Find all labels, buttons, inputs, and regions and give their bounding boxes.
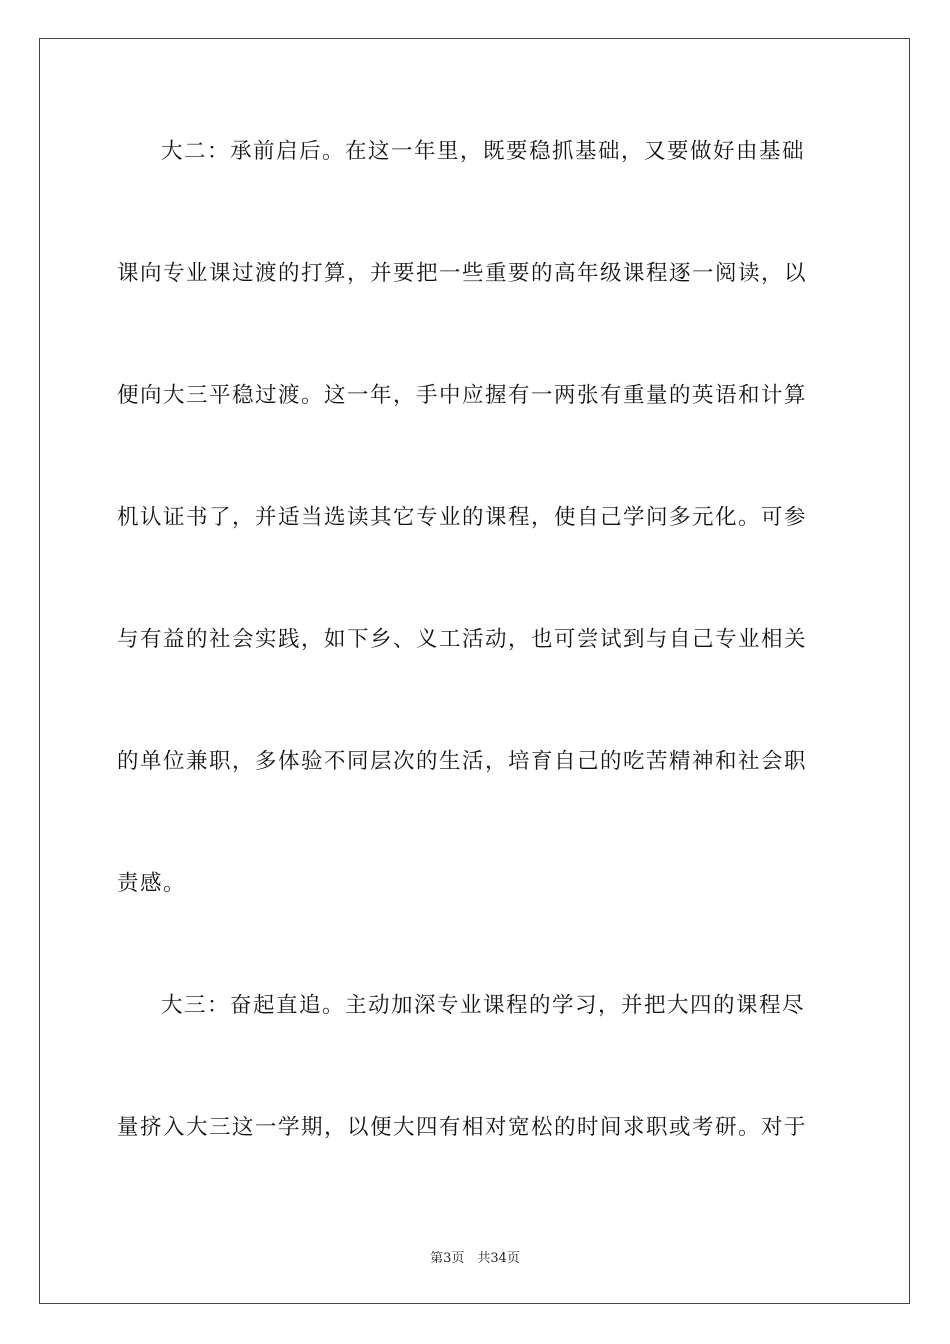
paragraph-2-line-2: 量挤入大三这一学期，以便大四有相对宽松的时间求职或考研。对于 — [117, 1115, 808, 1140]
paragraph-1-line-2: 课向专业课过渡的打算，并要把一些重要的高年级课程逐一阅读，以 — [117, 261, 808, 286]
paragraph-1-line-1: 大二：承前启后。在这一年里，既要稳抓基础，又要做好由基础 — [161, 139, 806, 164]
paragraph-2-line-1: 大三：奋起直追。主动加深专业课程的学习，并把大四的课程尽 — [161, 993, 806, 1018]
paragraph-1-line-3: 便向大三平稳过渡。这一年，手中应握有一两张有重量的英语和计算 — [117, 383, 808, 408]
paragraph-1-line-6: 的单位兼职，多体验不同层次的生活，培育自己的吃苦精神和社会职 — [117, 749, 808, 774]
paragraph-1-line-4: 机认证书了，并适当选读其它专业的课程，使自己学问多元化。可参 — [117, 505, 808, 530]
paragraph-1-line-7: 责感。 — [117, 871, 187, 896]
paragraph-1-line-5: 与有益的社会实践，如下乡、义工活动，也可尝试到与自己专业相关 — [117, 627, 808, 652]
page-number-footer: 第3页 共34页 — [430, 1251, 520, 1266]
